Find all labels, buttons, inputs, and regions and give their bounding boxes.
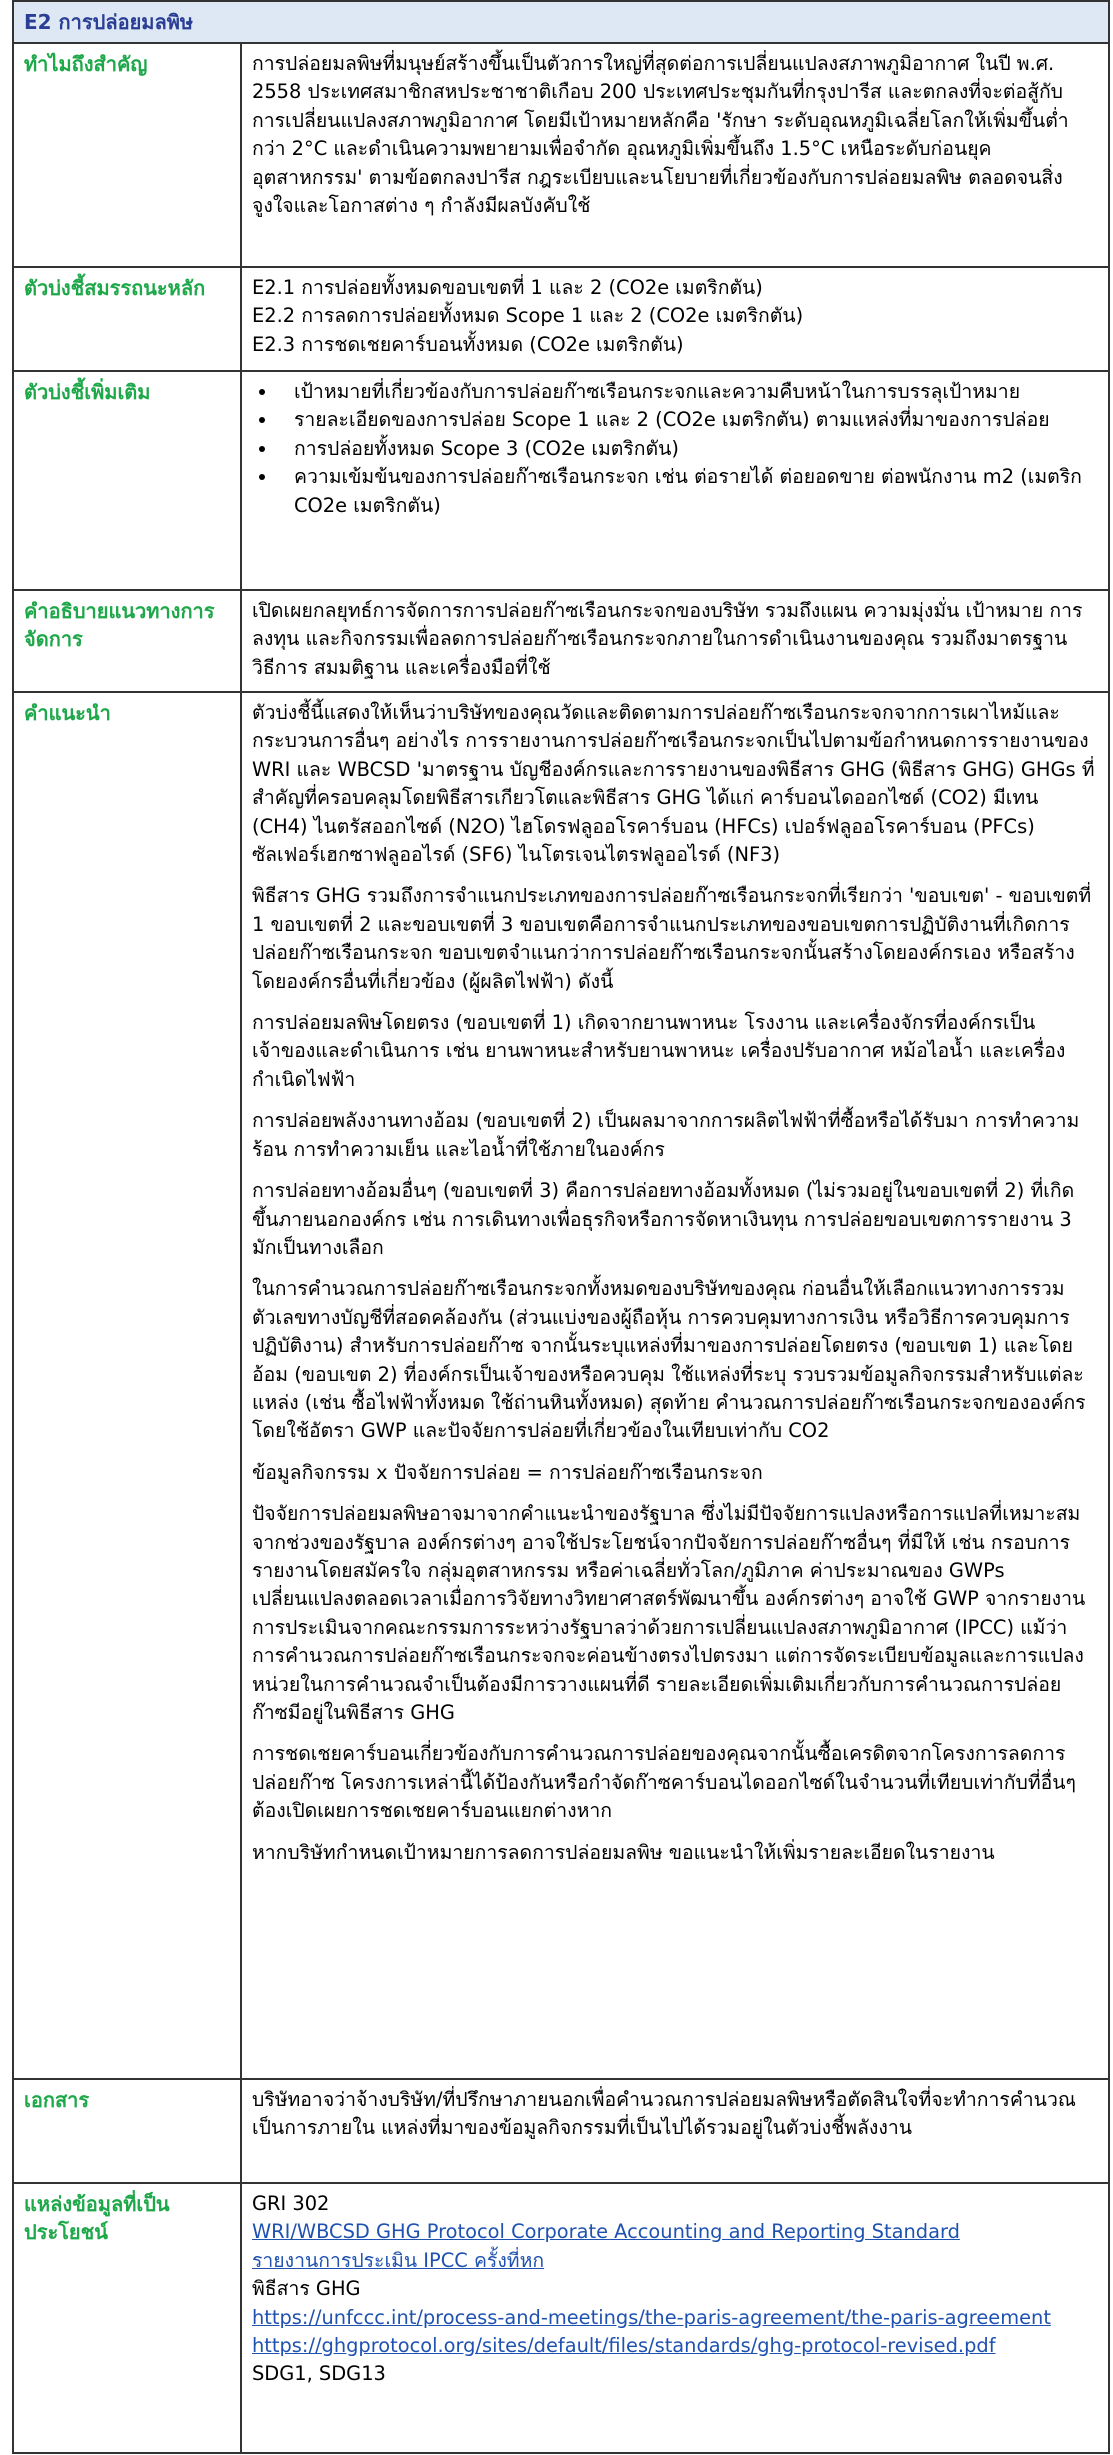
management-text: เปิดเผยกลยุทธ์การจัดการการปล่อยก๊าซเรือนกระจกของบริษัท รวมถึงแผน ความมุ่งมั่น เป้าหมาย การลงทุน และกิจกรรมเพื่อลดการปล่อยก๊าซเรือนกระจกภายในการดำเนินงานของคุณ รวมถึงมาตรฐาน วิธีการ สมมติฐาน และเครื่องมือที่ใช้: [252, 599, 1083, 679]
list-item: • รายละเอียดของการปล่อย Scope 1 และ 2 (CO2e เมตริกตัน) ตามแหล่งที่มาของการปล่อย: [278, 406, 1096, 434]
row-content: [242, 591, 1108, 691]
row-content: [242, 268, 1108, 370]
resource-link[interactable]: https://unfccc.int/process-and-meetings/the-paris-agreement/the-paris-agreement: [252, 2305, 1051, 2329]
guidance-paragraph: ในการคำนวณการปล่อยก๊าซเรือนกระจกทั้งหมดของบริษัทของคุณ ก่อนอื่นให้เลือกแนวทางการรวมตัวเลขทางบัญชีที่สอดคล้องกัน (ส่วนแบ่งของผู้ถือหุ้น การควบคุมทางการเงิน หรือวิธีการควบคุมการปฏิบัติงาน) สำหรับการปล่อยก๊าซ จากนั้นระบุแหล่งที่มาของการปล่อยโดยตรง (ขอบเขต 1) และโดยอ้อม (ขอบเขต 2) ที่องค์กรเป็นเจ้าของหรือควบคุม ใช้แหล่งที่ระบุ รวบรวมข้อมูลกิจกรรมสำหรับแต่ละแหล่ง (เช่น ซื้อไฟฟ้าทั้งหมด ใช้ถ่านหินทั้งหมด) สุดท้าย คำนวณการปล่อยก๊าซเรือนกระจกขององค์กรโดยใช้อัตรา GWP และปัจจัยการปล่อยที่เกี่ยวข้องในเทียบเท่ากับ CO2: [252, 1277, 1086, 1443]
guidance-paragraph: การปล่อยพลังงานทางอ้อม (ขอบเขตที่ 2) เป็นผลมาจากการผลิตไฟฟ้าที่ซื้อหรือได้รับมา การทำความร้อน การทำความเย็น และไอน้ำที่ใช้ภายในองค์กร: [252, 1109, 1080, 1161]
row-content: [242, 372, 1108, 589]
row-content: [242, 44, 1108, 266]
resource-text: GRI 302: [252, 2192, 330, 2215]
resource-text: พิธีสาร GHG: [252, 2277, 361, 2301]
row-label: ทำไมถึงสำคัญ: [14, 44, 242, 266]
guidance-paragraph: พิธีสาร GHG รวมถึงการจำแนกประเภทของการปล่อยก๊าซเรือนกระจกที่เรียกว่า 'ขอบเขต' - ขอบเขตที่ 1 ขอบเขตที่ 2 และขอบเขตที่ 3 ขอบเขตคือการจำแนกประเภทของขอบเขตการปฏิบัติงานที่เกิดการปล่อยก๊าซเรือนกระจก ขอบเขตจำแนกว่าการปล่อยก๊าซเรือนกระจกนั้นสร้างโดยองค์กรเอง หรือสร้างโดยองค์กรอื่นที่เกี่ยวข้อง (ผู้ผลิตไฟฟ้า) ดังนี้: [252, 884, 1092, 993]
row-useful-resources: [14, 2184, 1108, 2454]
section-header: [12, 0, 1110, 44]
documents-text: บริษัทอาจว่าจ้างบริษัท/ที่ปรึกษาภายนอกเพื่อคำนวณการปล่อยมลพิษหรือตัดสินใจที่จะทำการคำนวณเป็นการภายใน แหล่งที่มาของข้อมูลกิจกรรมที่เป็นไปได้รวมอยู่ในตัวบ่งชี้พลังงาน: [252, 2088, 1076, 2140]
list-item: • การปล่อยทั้งหมด Scope 3 (CO2e เมตริกตัน): [278, 435, 1096, 463]
guidance-formula: ข้อมูลกิจกรรม x ปัจจัยการปล่อย = การปล่อยก๊าซเรือนกระจก: [252, 1460, 763, 1484]
row-documents: [14, 2080, 1108, 2184]
row-core-indicators: [14, 268, 1108, 372]
resource-text: SDG1, SDG13: [252, 2362, 386, 2386]
row-content: [242, 693, 1108, 2078]
list-item: • เป้าหมายที่เกี่ยวข้องกับการปล่อยก๊าซเรือนกระจกและความคืบหน้าในการบรรลุเป้าหมาย: [278, 378, 1096, 406]
resource-link[interactable]: WRI/WBCSD GHG Protocol Corporate Accounting and Reporting Standard: [252, 2220, 960, 2244]
why-text: การปล่อยมลพิษที่มนุษย์สร้างขึ้นเป็นตัวการใหญ่ที่สุดต่อการเปลี่ยนแปลงสภาพภูมิอากาศ ในปี พ.ศ. 2558 ประเทศสมาชิกสหประชาชาติเกือบ 200 ประเทศประชุมกันที่กรุงปารีส และตกลงที่จะต่อสู้กับการเปลี่ยนแปลงสภาพภูมิอากาศ โดยมีเป้าหมายหลักคือ 'รักษา ระดับอุณหภูมิเฉลี่ยโลกให้เพิ่มขึ้นต่ำกว่า 2°C และดำเนินความพยายามเพื่อจำกัด อุณหภูมิเพิ่มขึ้นถึง 1.5°C เหนือระดับก่อนยุคอุตสาหกรรม' ตามข้อตกลงปารีส กฎระเบียบและนโยบายที่เกี่ยวข้องกับการปล่อยมลพิษ ตลอดจนสิ่งจูงใจและโอกาสต่าง ๆ กำลังมีผลบังคับใช้: [252, 52, 1069, 218]
row-management-approach: [14, 591, 1108, 693]
row-why-important: [14, 44, 1108, 268]
row-label: ตัวบ่งชี้เพิ่มเติม: [14, 372, 242, 589]
core-indicator-line: E2.1 การปล่อยทั้งหมดขอบเขตที่ 1 และ 2 (CO2e เมตริกตัน): [252, 276, 763, 299]
additional-indicator-list: [252, 378, 1096, 520]
section-title: E2 การปล่อยมลพิษ: [24, 10, 194, 34]
indicator-table: [12, 44, 1110, 2454]
row-label: แหล่งข้อมูลที่เป็นประโยชน์: [14, 2184, 242, 2452]
row-additional-indicators: [14, 372, 1108, 591]
indicator-page: [12, 0, 1110, 2454]
guidance-paragraph: การปล่อยมลพิษโดยตรง (ขอบเขตที่ 1) เกิดจากยานพาหนะ โรงงาน และเครื่องจักรที่องค์กรเป็นเจ้าของและดำเนินการ เช่น ยานพาหนะสำหรับยานพาหนะ เครื่องปรับอากาศ หม้อไอน้ำ และเครื่องกำเนิดไฟฟ้า: [252, 1011, 1066, 1091]
core-indicator-line: E2.2 การลดการปล่อยทั้งหมด Scope 1 และ 2 (CO2e เมตริกตัน): [252, 304, 804, 328]
resource-link[interactable]: https://ghgprotocol.org/sites/default/files/standards/ghg-protocol-revised.pdf: [252, 2334, 996, 2358]
row-content: [242, 2184, 1108, 2452]
row-label: คำแนะนำ: [14, 693, 242, 2078]
guidance-paragraph: การชดเชยคาร์บอนเกี่ยวข้องกับการคำนวณการปล่อยของคุณจากนั้นซื้อเครดิตจากโครงการลดการปล่อยก๊าซ โครงการเหล่านี้ได้ป้องกันหรือกำจัดก๊าซคาร์บอนไดออกไซด์ในจำนวนที่เทียบเท่ากับที่อื่นๆ ต้องเปิดเผยการชดเชยคาร์บอนแยกต่างหาก: [252, 1742, 1076, 1823]
row-label: เอกสาร: [14, 2080, 242, 2182]
guidance-paragraph: การปล่อยทางอ้อมอื่นๆ (ขอบเขตที่ 3) คือการปล่อยทางอ้อมทั้งหมด (ไม่รวมอยู่ในขอบเขตที่ 2) ที่เกิดขึ้นภายนอกองค์กร เช่น การเดินทางเพื่อธุรกิจหรือการจัดหาเงินทุน การปล่อยขอบเขตการรายงาน 3 มักเป็นทางเลือก: [252, 1179, 1075, 1259]
resource-link[interactable]: รายงานการประเมิน IPCC ครั้งที่หก: [252, 2248, 545, 2272]
row-label: คำอธิบายแนวทางการจัดการ: [14, 591, 242, 691]
list-item: • ความเข้มข้นของการปล่อยก๊าซเรือนกระจก เช่น ต่อรายได้ ต่อยอดขาย ต่อพนักงาน m2 (เมตริก CO2e เมตริกตัน): [278, 463, 1096, 520]
core-indicator-line: E2.3 การชดเชยคาร์บอนทั้งหมด (CO2e เมตริกตัน): [252, 332, 684, 356]
guidance-paragraph: หากบริษัทกำหนดเป้าหมายการลดการปล่อยมลพิษ ขอแนะนำให้เพิ่มรายละเอียดในรายงาน: [252, 1840, 995, 1864]
row-content: [242, 2080, 1108, 2182]
guidance-paragraph: ปัจจัยการปล่อยมลพิษอาจมาจากคำแนะนำของรัฐบาล ซึ่งไม่มีปัจจัยการแปลงหรือการแปลที่เหมาะสมจากช่วงของรัฐบาล องค์กรต่างๆ อาจใช้ประโยชน์จากปัจจัยการปล่อยก๊าซอื่นๆ ที่มีให้ เช่น กรอบการรายงานโดยสมัครใจ กลุ่มอุตสาหกรรม หรือค่าเฉลี่ยทั่วโลก/ภูมิภาค ค่าประมาณของ GWPs เปลี่ยนแปลงตลอดเวลาเมื่อการวิจัยทางวิทยาศาสตร์พัฒนาขึ้น องค์กรต่างๆ อาจใช้ GWP จากรายงานการประเมินจากคณะกรรมการระหว่างรัฐบาลว่าด้วยการเปลี่ยนแปลงสภาพภูมิอากาศ (IPCC) แม้ว่าการคำนวณการปล่อยก๊าซเรือนกระจกจะค่อนข้างตรงไปตรงมา แต่การจัดระเบียบข้อมูลและการแปลงหน่วยในการคำนวณจำเป็นต้องมีการวางแผนที่ดี รายละเอียดเพิ่มเติมเกี่ยวกับการคำนวณการปล่อยก๊าซมีอยู่ในพิธีสาร GHG: [252, 1502, 1086, 1724]
guidance-paragraph: ตัวบ่งชี้นี้แสดงให้เห็นว่าบริษัทของคุณวัดและติดตามการปล่อยก๊าซเรือนกระจกจากการเผาไหม้และกระบวนการอื่นๆ อย่างไร การรายงานการปล่อยก๊าซเรือนกระจกเป็นไปตามข้อกำหนดการรายงานของ WRI และ WBCSD 'มาตรฐาน บัญชีองค์กรและการรายงานของพิธีสาร GHG (พิธีสาร GHG) GHGs ที่สำคัญที่ครอบคลุมโดยพิธีสารเกียวโตและพิธีสาร GHG ได้แก่ คาร์บอนไดออกไซด์ (CO2) มีเทน (CH4) ไนตรัสออกไซด์ (N2O) ไฮโดรฟลูออโรคาร์บอน (HFCs) เปอร์ฟลูออโรคาร์บอน (PFCs) ซัลเฟอร์เฮกซาฟลูออไรด์ (SF6) ไนโตรเจนไตรฟลูออไรด์ (NF3): [252, 701, 1095, 867]
row-guidance: [14, 693, 1108, 2080]
row-label: ตัวบ่งชี้สมรรถนะหลัก: [14, 268, 242, 370]
